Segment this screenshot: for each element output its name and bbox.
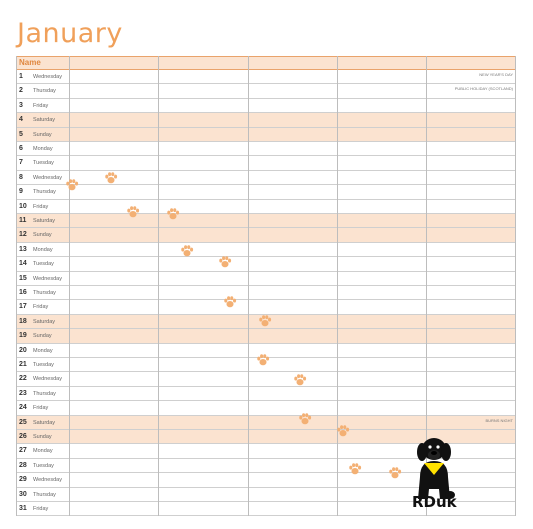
weekday-label: Wednesday — [33, 74, 62, 80]
calendar-row — [16, 70, 516, 84]
weekday-label: Wednesday — [33, 477, 62, 484]
weekday-label: Friday — [33, 506, 49, 512]
day-number: 27 — [19, 447, 27, 455]
day-number: 30 — [19, 490, 27, 498]
month-title: January — [17, 18, 123, 49]
column-divider — [337, 56, 338, 516]
day-number: 13 — [19, 245, 27, 253]
day-number: 17 — [19, 303, 27, 311]
calendar-row — [16, 214, 516, 228]
calendar-row — [16, 387, 516, 401]
day-number: 10 — [19, 202, 27, 210]
paw-print-icon — [293, 373, 307, 387]
weekday-label: Saturday — [33, 218, 56, 224]
calendar-row — [16, 171, 516, 185]
weekday-label: Sunday — [33, 232, 52, 239]
calendar-row — [16, 329, 516, 343]
calendar-row — [16, 243, 516, 257]
weekday-label: Friday — [33, 203, 49, 210]
day-number: 28 — [19, 461, 27, 469]
weekday-label: Monday — [33, 448, 53, 455]
calendar-row — [16, 185, 516, 199]
weekday-label: Friday — [33, 304, 49, 311]
weekday-label: Tuesday — [33, 462, 54, 469]
weekday-label: Saturday — [33, 117, 56, 124]
calendar-row — [16, 300, 516, 314]
weekday-label: Saturday — [33, 318, 56, 325]
calendar-row — [16, 113, 516, 127]
weekday-label: Thursday — [33, 390, 56, 397]
paw-print-icon — [218, 255, 232, 269]
weekday-label: Friday — [33, 102, 49, 109]
day-number: 26 — [19, 433, 27, 440]
paw-print-icon — [104, 171, 118, 185]
paw-print-icon — [388, 466, 402, 480]
day-number: 2 — [19, 87, 23, 95]
logo-text: RDuk — [412, 493, 457, 511]
day-number: 11 — [19, 217, 27, 224]
column-divider — [248, 56, 249, 516]
column-divider — [158, 56, 159, 516]
day-number: 3 — [19, 101, 23, 109]
paw-print-icon — [336, 424, 350, 438]
day-number: 12 — [19, 231, 27, 239]
paw-print-icon — [256, 353, 270, 367]
column-header-row — [16, 56, 516, 70]
day-number: 6 — [19, 145, 23, 152]
weekday-label: Friday — [33, 405, 49, 412]
weekday-label: Wednesday — [33, 376, 62, 383]
weekday-label: Thursday — [33, 491, 56, 498]
weekday-label: Tuesday — [33, 160, 54, 167]
weekday-label: Saturday — [33, 419, 56, 426]
day-number: 20 — [19, 346, 27, 354]
day-number: 22 — [19, 375, 27, 383]
paw-print-icon — [166, 207, 180, 221]
weekday-label: Monday — [33, 347, 53, 354]
calendar-row — [16, 401, 516, 415]
holiday-note: NEW YEAR'S DAY — [479, 72, 513, 77]
calendar-row — [16, 257, 516, 271]
calendar-row — [16, 84, 516, 98]
paw-print-icon — [65, 178, 79, 192]
day-number: 7 — [19, 159, 23, 167]
calendar-row — [16, 286, 516, 300]
calendar-row — [16, 156, 516, 170]
day-number: 31 — [19, 505, 27, 512]
weekday-label: Sunday — [33, 131, 52, 138]
calendar-row — [16, 272, 516, 286]
calendar-row — [16, 99, 516, 113]
weekday-label: Sunday — [33, 333, 52, 340]
calendar-row — [16, 142, 516, 156]
day-number: 29 — [19, 476, 27, 484]
weekday-label: Wednesday — [33, 174, 62, 181]
day-number: 21 — [19, 361, 27, 368]
column-divider — [515, 56, 516, 516]
day-number: 19 — [19, 332, 27, 340]
weekday-label: Tuesday — [33, 362, 54, 368]
day-number: 8 — [19, 173, 23, 181]
day-number: 16 — [19, 289, 27, 296]
day-number: 1 — [19, 73, 23, 80]
weekday-label: Thursday — [33, 290, 56, 296]
day-number: 23 — [19, 389, 27, 397]
paw-print-icon — [126, 205, 140, 219]
weekday-label: Thursday — [33, 189, 56, 196]
weekday-label: Thursday — [33, 88, 56, 95]
day-number: 9 — [19, 188, 23, 196]
weekday-label: Tuesday — [33, 261, 54, 268]
day-number: 18 — [19, 317, 27, 325]
day-number: 14 — [19, 260, 27, 268]
calendar-row — [16, 128, 516, 142]
paw-print-icon — [223, 295, 237, 309]
day-number: 4 — [19, 116, 23, 124]
weekday-label: Sunday — [33, 434, 52, 440]
calendar-row — [16, 372, 516, 386]
calendar-row — [16, 200, 516, 214]
weekday-label: Wednesday — [33, 275, 62, 282]
paw-print-icon — [348, 462, 362, 476]
day-number: 15 — [19, 274, 27, 282]
paw-print-icon — [298, 412, 312, 426]
paw-print-icon — [180, 244, 194, 258]
holiday-note: BURNS NIGHT — [485, 417, 513, 423]
day-number: 25 — [19, 418, 27, 426]
day-number: 24 — [19, 404, 27, 412]
weekday-label: Monday — [33, 246, 53, 253]
day-number: 5 — [19, 130, 23, 138]
weekday-label: Monday — [33, 146, 53, 152]
column-divider — [69, 56, 70, 516]
paw-print-icon — [258, 314, 272, 328]
holiday-note: PUBLIC HOLIDAY (SCOTLAND) — [454, 86, 513, 92]
calendar-row — [16, 228, 516, 242]
column-divider — [16, 56, 17, 516]
name-header: Name — [19, 58, 41, 67]
